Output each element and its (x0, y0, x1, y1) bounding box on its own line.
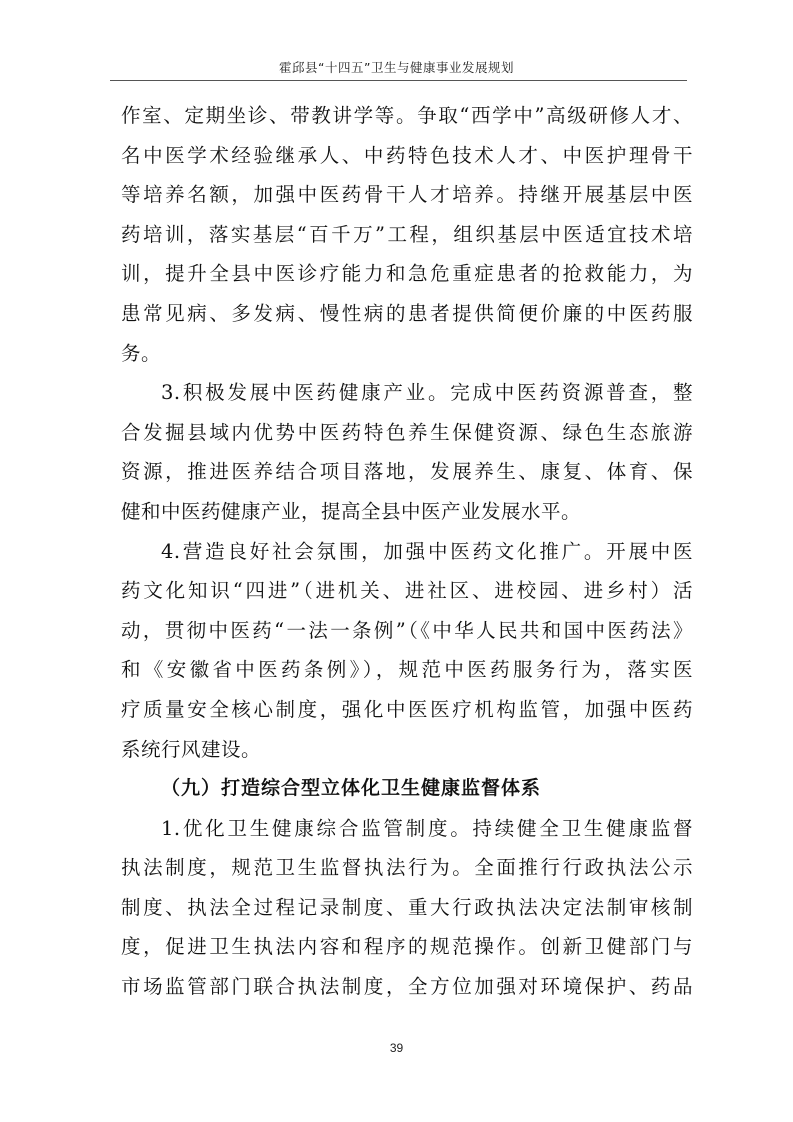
document-body (121, 96, 693, 1007)
text-line: 药培训，落实基层“百千万”工程，组织基层中医适宜技术培 (121, 222, 693, 246)
text-line: 资源，推进医养结合项目落地，发展养生、康复、体育、保 (121, 460, 693, 484)
text-line: 和《安徽省中医药条例》），规范中医药服务行为，落实医 (121, 658, 693, 682)
text-line: 患常见病、多发病、慢性病的患者提供简便价廉的中医药服 (121, 301, 693, 325)
text-line: 疗质量安全核心制度，强化中医医疗机构监管，加强中医药 (121, 697, 693, 721)
text-line: 务。 (121, 341, 162, 365)
page-header-title: 霍邱县“十四五”卫生与健康事业发展规划 (279, 60, 514, 75)
text-line: 制度、执法全过程记录制度、重大行政执法决定法制审核制 (121, 895, 693, 919)
text-line: 动，贯彻中医药“一法一条例”（《中华人民共和国中医药法》 (121, 618, 693, 642)
paragraph-start-line: 1.优化卫生健康综合监管制度。持续健全卫生健康监督 (161, 816, 693, 840)
text-line: 度，促进卫生执法内容和程序的规范操作。创新卫健部门与 (121, 935, 693, 959)
text-line: 名中医学术经验继承人、中药特色技术人才、中医护理骨干 (121, 143, 693, 167)
paragraph-start-line: 3.积极发展中医药健康产业。完成中医药资源普查，整 (161, 381, 693, 405)
text-line: 等培养名额，加强中医药骨干人才培养。持继开展基层中医 (121, 183, 693, 207)
text-line: 作室、定期坐诊、带教讲学等。争取“西学中”高级研修人才、 (121, 104, 693, 127)
text-line: 合发掘县域内优势中医药特色养生保健资源、绿色生态旅游 (121, 420, 693, 444)
text-line: 市场监管部门联合执法制度，全方位加强对环境保护、药品 (121, 975, 693, 999)
text-line: 执法制度，规范卫生监督执法行为。全面推行行政执法公示 (121, 856, 693, 880)
page-number: 39 (389, 1041, 404, 1055)
header-divider (110, 80, 687, 81)
text-line: 健和中医药健康产业，提高全县中医产业发展水平。 (121, 499, 582, 523)
text-line: 系统行风建设。 (121, 737, 262, 761)
section-heading: （九）打造综合型立体化卫生健康监督体系 (161, 777, 542, 800)
text-line: 训，提升全县中医诊疗能力和急危重症患者的抢救能力，为 (121, 262, 693, 286)
paragraph-start-line: 4.营造良好社会氛围，加强中医药文化推广。开展中医 (161, 539, 693, 563)
text-line: 药文化知识“四进”（进机关、进社区、进校园、进乡村）活 (121, 579, 693, 603)
